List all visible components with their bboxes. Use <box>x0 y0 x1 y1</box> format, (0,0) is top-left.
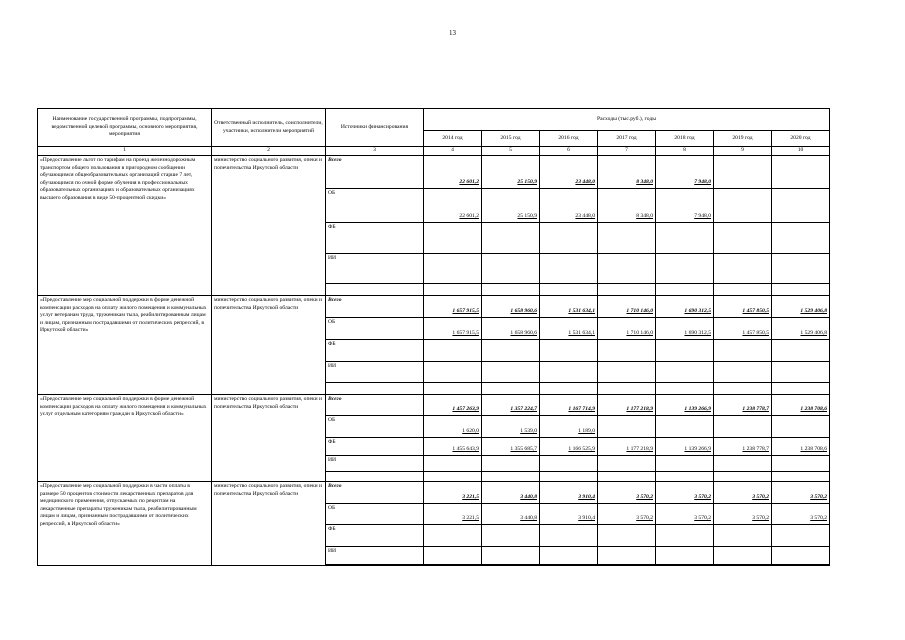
empty-cell <box>424 284 482 296</box>
amount-value: 25 150,9 <box>517 179 537 186</box>
column-index: 10 <box>772 147 830 156</box>
funding-source: Всего <box>326 482 424 504</box>
funding-source: Всего <box>326 156 424 189</box>
amount-value: 8 348,0 <box>636 213 653 220</box>
amount-value: 1 455 643,9 <box>452 446 479 453</box>
executor-name: министерство социального развития, опеки и попечительства Иркутской области <box>212 482 326 566</box>
amount-value: 1 457 850,5 <box>742 330 769 337</box>
amount-value: 23 448,0 <box>575 179 595 186</box>
amount-value: 1 457 850,5 <box>742 308 769 315</box>
empty-cell <box>772 284 830 296</box>
amount-value: 1 658 960,6 <box>510 330 537 337</box>
empty-cell <box>326 383 424 395</box>
amount-value: 3 570,2 <box>694 515 711 522</box>
empty-cell <box>326 472 424 482</box>
amount-value: 1 531 634,1 <box>568 308 595 315</box>
empty-cell <box>540 472 598 482</box>
header-year: 2020 год <box>772 131 830 147</box>
amount-value: 1 539,0 <box>520 428 537 435</box>
page-number: 13 <box>449 29 456 37</box>
program-name: «Предоставление мер социальной поддержки в форме денежной компенсации расходов на оплату жилого помещения и коммунальных услуг отдельным категориям граждан в Иркутской области» <box>38 395 212 482</box>
table-row <box>38 296 830 318</box>
funding-source: ОБ <box>326 189 424 223</box>
header-year: 2015 год <box>482 131 540 147</box>
column-index: 3 <box>326 147 424 156</box>
amount-value: 1 710 146,0 <box>626 308 653 315</box>
amount-value: 1 620,0 <box>462 428 479 435</box>
empty-cell <box>424 565 482 566</box>
amount-value: 3 221,5 <box>462 515 479 522</box>
amount-value: 1 355 685,7 <box>510 446 537 453</box>
amount-value: 7 948,0 <box>694 213 711 220</box>
amount-value: 1 658 960,6 <box>510 308 537 315</box>
funding-source: ФБ <box>326 438 424 456</box>
empty-cell <box>424 383 482 395</box>
program-name: «Предоставление льгот по тарифам на проезд железнодорожным транспортом общего пользования в пригородном сообщении обучающимся общеобразовательных организаций старше 7 лет, обучающимся по очной форме обучения в профессиональных образовательных организациях и образовательных организациях высшего образования в виде 50-процентной скидки» <box>38 156 212 296</box>
header-executor: Ответственный исполнитель, соисполнители, участники, исполнители мероприятий <box>212 109 326 147</box>
empty-cell <box>540 565 598 566</box>
amount-value: 3 570,2 <box>810 515 827 522</box>
funding-source: ИИ <box>326 547 424 565</box>
header-year: 2019 год <box>714 131 772 147</box>
empty-cell <box>598 565 656 566</box>
amount-value: 22 601,2 <box>459 213 479 220</box>
empty-cell <box>772 472 830 482</box>
amount-value: 3 221,5 <box>462 494 479 501</box>
amount-value: 1 238 708,6 <box>800 406 827 413</box>
empty-cell <box>714 284 772 296</box>
amount-value: 1 529 406,8 <box>800 330 827 337</box>
amount-value: 3 570,2 <box>636 515 653 522</box>
funding-source: ИИ <box>326 456 424 472</box>
column-index: 8 <box>656 147 714 156</box>
amount-value: 1 690 312,5 <box>684 330 711 337</box>
amount-value: 3 910,4 <box>578 515 595 522</box>
amount-value: 1 657 915,5 <box>452 308 479 315</box>
funding-source: ИИ <box>326 254 424 284</box>
executor-name: министерство социального развития, опеки и попечительства Иркутской области <box>212 395 326 482</box>
funding-source: Всего <box>326 395 424 416</box>
amount-value: 1 710 146,0 <box>626 330 653 337</box>
amount-value: 1 139 266,9 <box>684 406 711 413</box>
empty-cell <box>656 284 714 296</box>
funding-source: ФБ <box>326 223 424 254</box>
amount-value: 1 457 263,9 <box>452 406 479 413</box>
amount-value: 3 440,8 <box>520 494 537 501</box>
funding-source: ИИ <box>326 362 424 383</box>
amount-value: 1 139 266,9 <box>684 446 711 453</box>
column-index: 1 <box>38 147 212 156</box>
amount-value: 1 189,0 <box>578 428 595 435</box>
amount-value: 1 167 714,9 <box>568 406 595 413</box>
expenses-table <box>37 108 830 566</box>
column-index: 9 <box>714 147 772 156</box>
funding-source: ФБ <box>326 525 424 547</box>
empty-cell <box>424 472 482 482</box>
executor-name: министерство социального развития, опеки и попечительства Иркутской области <box>212 296 326 395</box>
amount-value: 1 238 778,7 <box>742 446 769 453</box>
column-index: 7 <box>598 147 656 156</box>
table-row <box>38 482 830 504</box>
empty-cell <box>482 284 540 296</box>
empty-cell <box>598 383 656 395</box>
column-index: 6 <box>540 147 598 156</box>
amount-value: 3 570,2 <box>752 494 769 501</box>
empty-cell <box>598 284 656 296</box>
amount-value: 3 910,4 <box>578 494 595 501</box>
header-year: 2017 год <box>598 131 656 147</box>
empty-cell <box>482 565 540 566</box>
empty-cell <box>656 472 714 482</box>
empty-cell <box>540 383 598 395</box>
empty-cell <box>656 383 714 395</box>
program-name: «Предоставление мер социальной поддержки в части оплаты в размере 50 процентов стоимости лекарственных препаратов для медицинского применения, отпускаемых по рецептам на лекарственные препараты труженикам тыла, реабилитированным лицам и лицам, признанным пострадавшими от политических репрессий, в Иркутской области» <box>38 482 212 566</box>
amount-value: 3 570,2 <box>694 494 711 501</box>
column-index: 5 <box>482 147 540 156</box>
funding-source: ОБ <box>326 416 424 438</box>
amount-value: 3 570,2 <box>810 494 827 501</box>
table-row <box>38 395 830 416</box>
header-year: 2016 год <box>540 131 598 147</box>
amount-value: 1 177 218,9 <box>626 446 653 453</box>
header-year: 2014 год <box>424 131 482 147</box>
empty-cell <box>772 383 830 395</box>
empty-cell <box>598 472 656 482</box>
executor-name: министерство социального развития, опеки и попечительства Иркутской области <box>212 156 326 296</box>
amount-value: 7 948,0 <box>694 179 711 186</box>
header-source: Источники финансирования <box>326 109 424 147</box>
amount-value: 3 440,8 <box>520 515 537 522</box>
empty-cell <box>482 472 540 482</box>
amount-value: 3 570,2 <box>636 494 653 501</box>
amount-value: 3 570,2 <box>752 515 769 522</box>
amount-value: 1 357 224,7 <box>510 406 537 413</box>
amount-value: 1 657 915,5 <box>452 330 479 337</box>
funding-source: ФБ <box>326 340 424 362</box>
column-index: 2 <box>212 147 326 156</box>
amount-value: 25 150,9 <box>517 213 537 220</box>
empty-cell <box>482 383 540 395</box>
empty-cell <box>714 383 772 395</box>
amount-value: 1 531 634,1 <box>568 330 595 337</box>
empty-cell <box>714 472 772 482</box>
amount-value: 8 348,0 <box>636 179 653 186</box>
header-name: Наименование государственной программы, подпрограммы, ведомственной целевой программы, основного мероприятия, мероприятия <box>38 109 212 147</box>
empty-cell <box>656 565 714 566</box>
amount-value: 1 166 525,9 <box>568 446 595 453</box>
amount-value: 1 238 778,7 <box>742 406 769 413</box>
funding-source: Всего <box>326 296 424 318</box>
funding-source: ОБ <box>326 504 424 525</box>
empty-cell <box>772 565 830 566</box>
table-row <box>38 156 830 189</box>
program-name: «Предоставление мер социальной поддержки в форме денежной компенсации расходов на оплату жилого помещения и коммунальных услуг ветеранам труда, труженикам тыла, реабилитированным лицам и лицам, признанным пострадавшими от политических репрессий, в Иркутской области» <box>38 296 212 395</box>
amount-value: 1 529 406,8 <box>800 308 827 315</box>
column-index: 4 <box>424 147 482 156</box>
header-expenses: Расходы (тыс.руб.), годы <box>424 109 830 131</box>
amount-value: 1 177 218,9 <box>626 406 653 413</box>
funding-source: ОБ <box>326 318 424 340</box>
empty-cell <box>540 284 598 296</box>
amount-value: 23 448,0 <box>575 213 595 220</box>
header-year: 2018 год <box>656 131 714 147</box>
amount-value: 1 238 708,6 <box>800 446 827 453</box>
empty-cell <box>326 284 424 296</box>
empty-cell <box>714 565 772 566</box>
amount-value: 1 690 312,5 <box>684 308 711 315</box>
amount-value: 22 601,2 <box>459 179 479 186</box>
empty-cell <box>326 565 424 566</box>
